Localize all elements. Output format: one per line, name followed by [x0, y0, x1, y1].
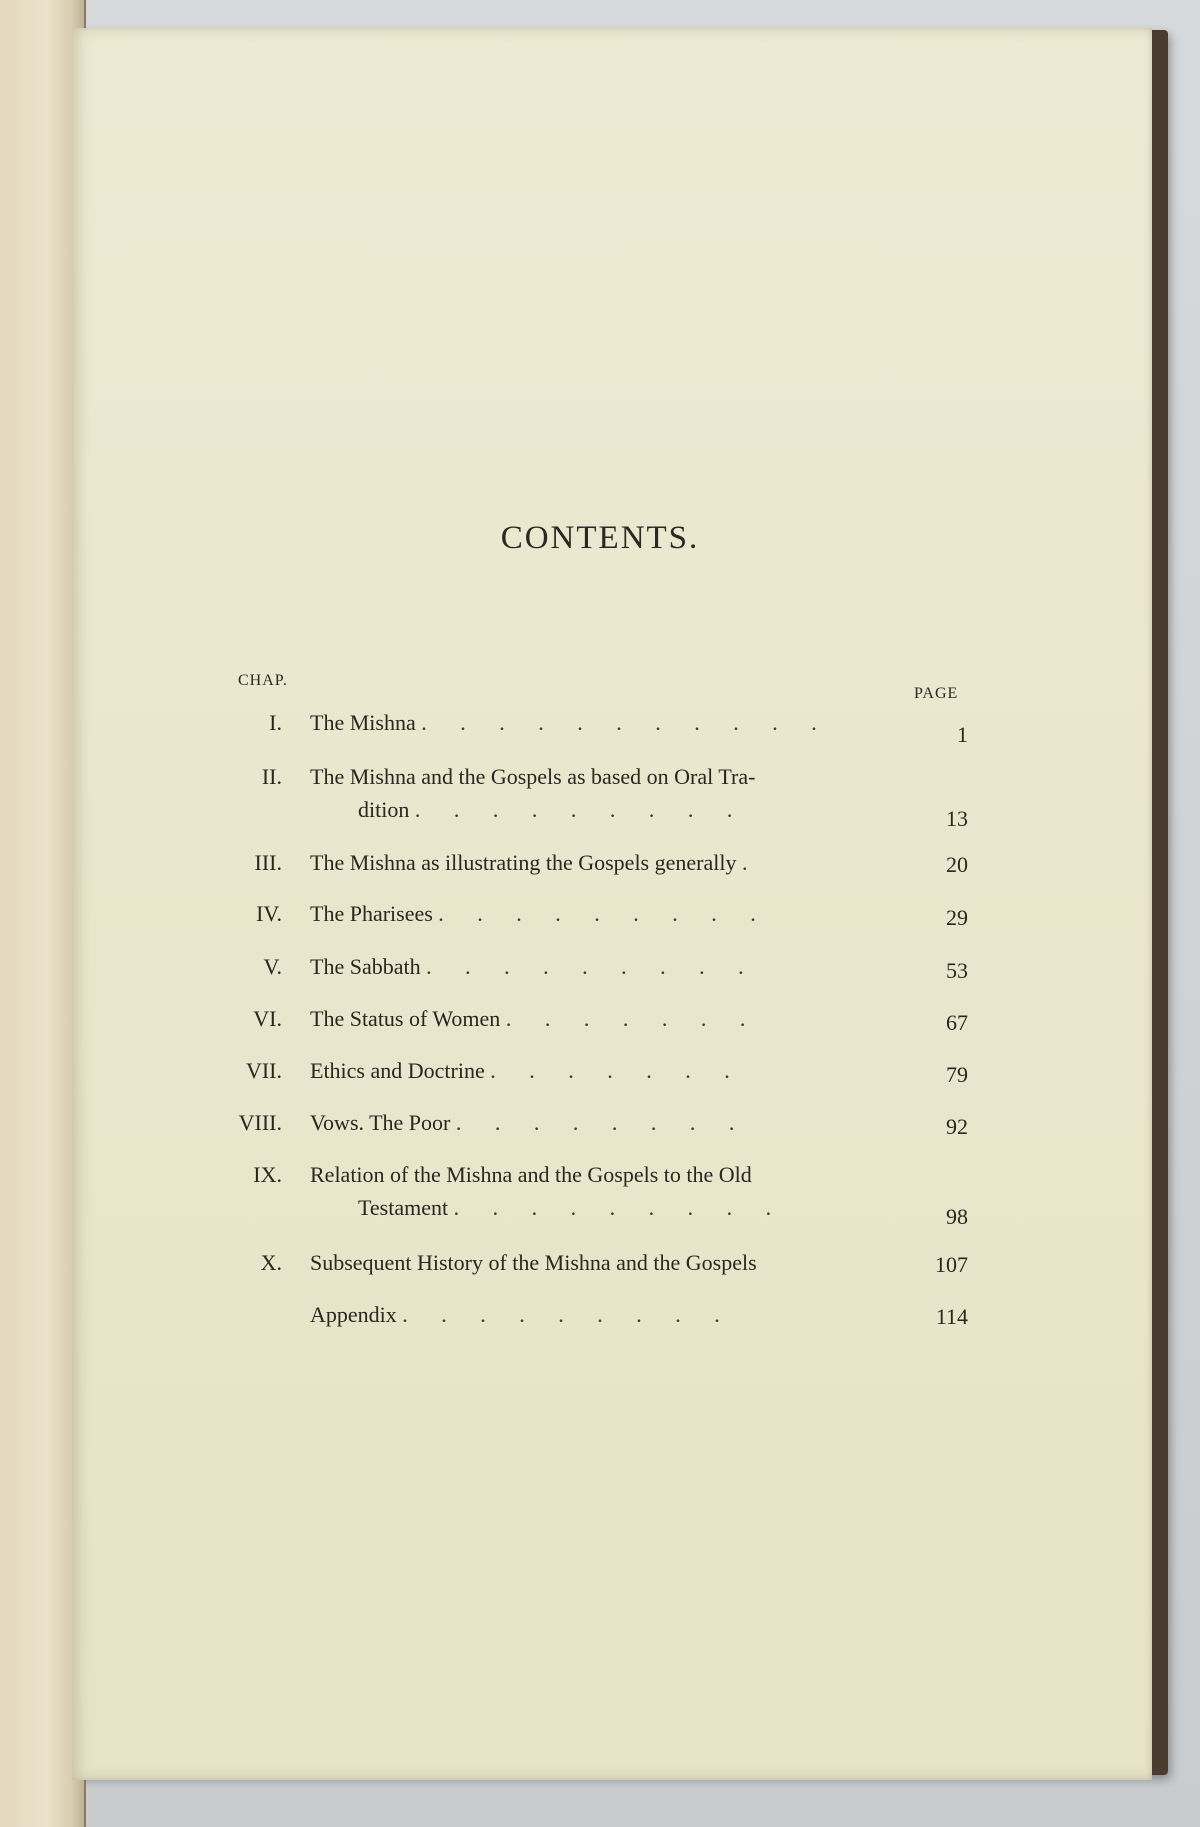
chapter-number: VII. — [245, 1058, 282, 1083]
chapter-number: III. — [254, 850, 282, 875]
chapter-title: The Mishna . . . . . . . . . . . — [310, 710, 831, 735]
chapter-number: II. — [261, 764, 282, 789]
page-number: 53 — [946, 958, 968, 983]
chapter-title: The Sabbath . . . . . . . . . — [310, 954, 758, 979]
page-number: 92 — [946, 1114, 968, 1139]
page-column-heading: PAGE — [914, 685, 959, 702]
chapter-number: VIII. — [238, 1110, 282, 1135]
page-number: 20 — [946, 852, 968, 877]
chapter-number: IX. — [253, 1162, 282, 1187]
chapter-title: Appendix . . . . . . . . . — [310, 1302, 734, 1327]
page-title: CONTENTS. — [500, 520, 700, 556]
chapter-title: The Mishna and the Gospels as based on Oral Tra- dition . . . . . . . . . — [310, 764, 756, 822]
chapter-title: Ethics and Doctrine . . . . . . . — [310, 1058, 744, 1083]
chapter-title: Vows. The Poor . . . . . . . . — [310, 1110, 749, 1135]
page-number: 13 — [946, 806, 968, 831]
page-number: 114 — [935, 1304, 968, 1329]
chapter-title: The Status of Women . . . . . . . — [310, 1006, 760, 1031]
page-number: 98 — [946, 1204, 968, 1229]
page-number: 79 — [946, 1062, 968, 1087]
chapter-number: IV. — [256, 901, 282, 926]
chapter-column-heading: CHAP. — [238, 672, 288, 689]
chapter-number: VI. — [253, 1006, 282, 1031]
chapter-number: I. — [269, 710, 282, 735]
page-number: 1 — [957, 722, 968, 747]
chapter-title: The Mishna as illustrating the Gospels generally . — [310, 850, 762, 875]
chapter-title: The Pharisees . . . . . . . . . — [310, 901, 770, 926]
chapter-title: Relation of the Mishna and the Gospels to the Old Testament . . . . . . . . . — [310, 1162, 786, 1220]
page-number: 67 — [946, 1010, 968, 1035]
chapter-title: Subsequent History of the Mishna and the Gospels — [310, 1250, 757, 1275]
chapter-number: X. — [260, 1250, 282, 1275]
page-number: 107 — [935, 1252, 968, 1277]
chapter-number: V. — [263, 954, 282, 979]
page-number: 29 — [946, 905, 968, 930]
